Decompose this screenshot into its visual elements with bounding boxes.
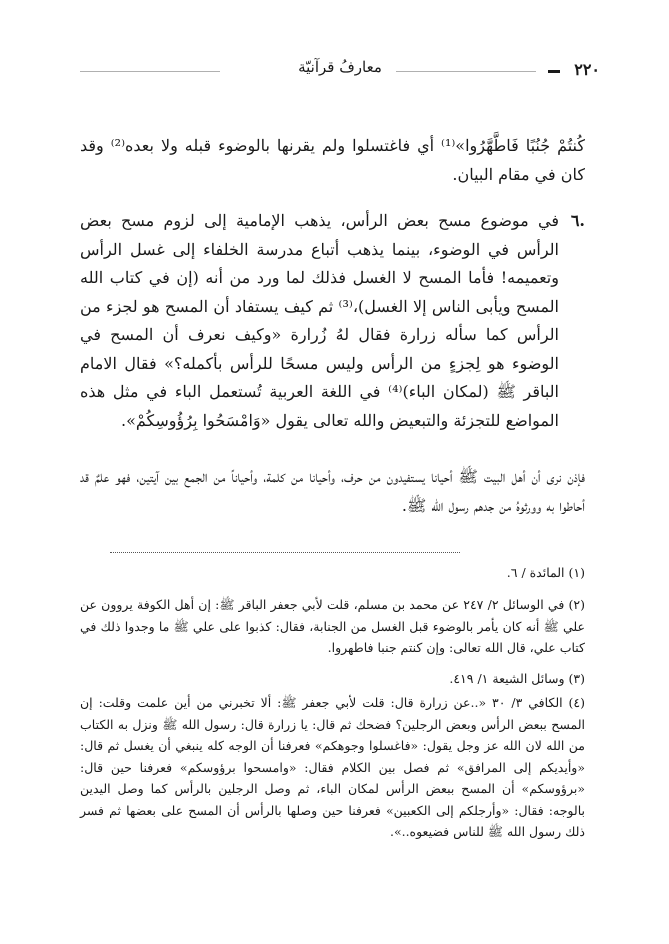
footnote-2: (٢) في الوسائل ٢/ ٢٤٧ عن محمد بن مسلم، قلت لأبي جعفر الباقر ﷺ: إن أهل الكوفة يروون عن علي ﷺ أنه كان يأمر بالوضوء قبل الغسل من الجنابة، فقال: كذبوا على علي ﷺ ما وجدوا ذلك في كتاب علي، قال الله تعالى: وإن كنتم جنبا فاطهروا. — [80, 597, 586, 655]
footnote-1: (١) المائدة / ٦. — [506, 565, 585, 580]
footnote-3: (٣) وسائل الشيعة ١/ ٤١٩. — [449, 671, 585, 686]
numbered-paragraph-6 — [80, 207, 585, 435]
closing-paragraph: فإذن نرى أن أهل البيت ﷺ أحيانا يستفيدون من حرف، وأحيانا من كلمة، وأحياناً من الجمع بين آيتين، فهو علمٌ قد أحاطوا به وورثوهُ من جدهم رسول الله ﷺ. — [80, 467, 585, 515]
numbered-paragraph-text: في موضوع مسح بعض الرأس، يذهب الإمامية إلى لزوم مسح بعض الرأس في الوضوء، بينما يذهب أتباع مدرسة الخلفاء إلى غسل الرأس وتعميمه! فأما المسح لا الغسل فذلك لما ورد من أنه (إن في كتاب الله المسح ويأبى الناس إلا الغسل)،⁽³⁾ ثم كيف يستفاد أن المسح هو لجزء من الرأس كما سأله زرارة فقال لهُ زُرارة «وكيف نعرف أن المسح في الوضوء هو لِجزءٍ من الرأس وليس مسحًا للرأس بأكمله؟» فقال الامام الباقر ﷺ (لمكان الباء)⁽⁴⁾ في اللغة العربية تُستعمل الباء في مثل هذه المواضع للتجزئة والتبعيض والله تعالى يقول «وَامْسَحُوا بِرُؤُوسِكُمْ». — [80, 211, 559, 430]
page-number: ٢٢٠ — [574, 60, 600, 79]
paragraph-continuation: كُنتُمْ جُنُبًا فَاطَّهَّرُوا»⁽¹⁾ أي فاغتسلوا ولم يقرنها بالوضوء قبله ولا بعده⁽²⁾ وقد كان في مقام البيان. — [80, 136, 585, 184]
footnote-4: (٤) الكافي ٣/ ٣٠ «..عن زرارة قال: قلت لأبي جعفر ﷺ: ألا تخبرني من أين علمت وقلت: إن المسح ببعض الرأس وبعض الرجلين؟ فضحك ثم قال: يا زرارة قال: رسول الله ﷺ ونزل به الكتاب من الله لان الله عز وجل يقول: «فاغسلوا وجوهكم» فعرفنا أن الوجه كله ينبغي أن يغسل ثم قال: «وأيديكم إلى المرافق» ثم فصل بين الكلام فقال: «وامسحوا برؤوسكم» فعرفنا حين قال: «برؤوسكم» أن المسح ببعض الرأس لمكان الباء، ثم وصل الرجلين بالرأس كما وصل اليدين بالوجه: فقال: «وأرجلكم إلى الكعبين» فعرفنا حين وصلها بالرأس أن المسح على بعضها ثم فسر ذلك رسول الله ﷺ للناس فضيعوه..». — [80, 695, 585, 839]
item-number: .٦ — [570, 211, 585, 230]
header-rule-left — [80, 71, 220, 72]
footnote-separator — [110, 552, 460, 553]
running-title: معارفُ قرآنيّة — [298, 58, 382, 76]
page-header — [80, 58, 600, 84]
